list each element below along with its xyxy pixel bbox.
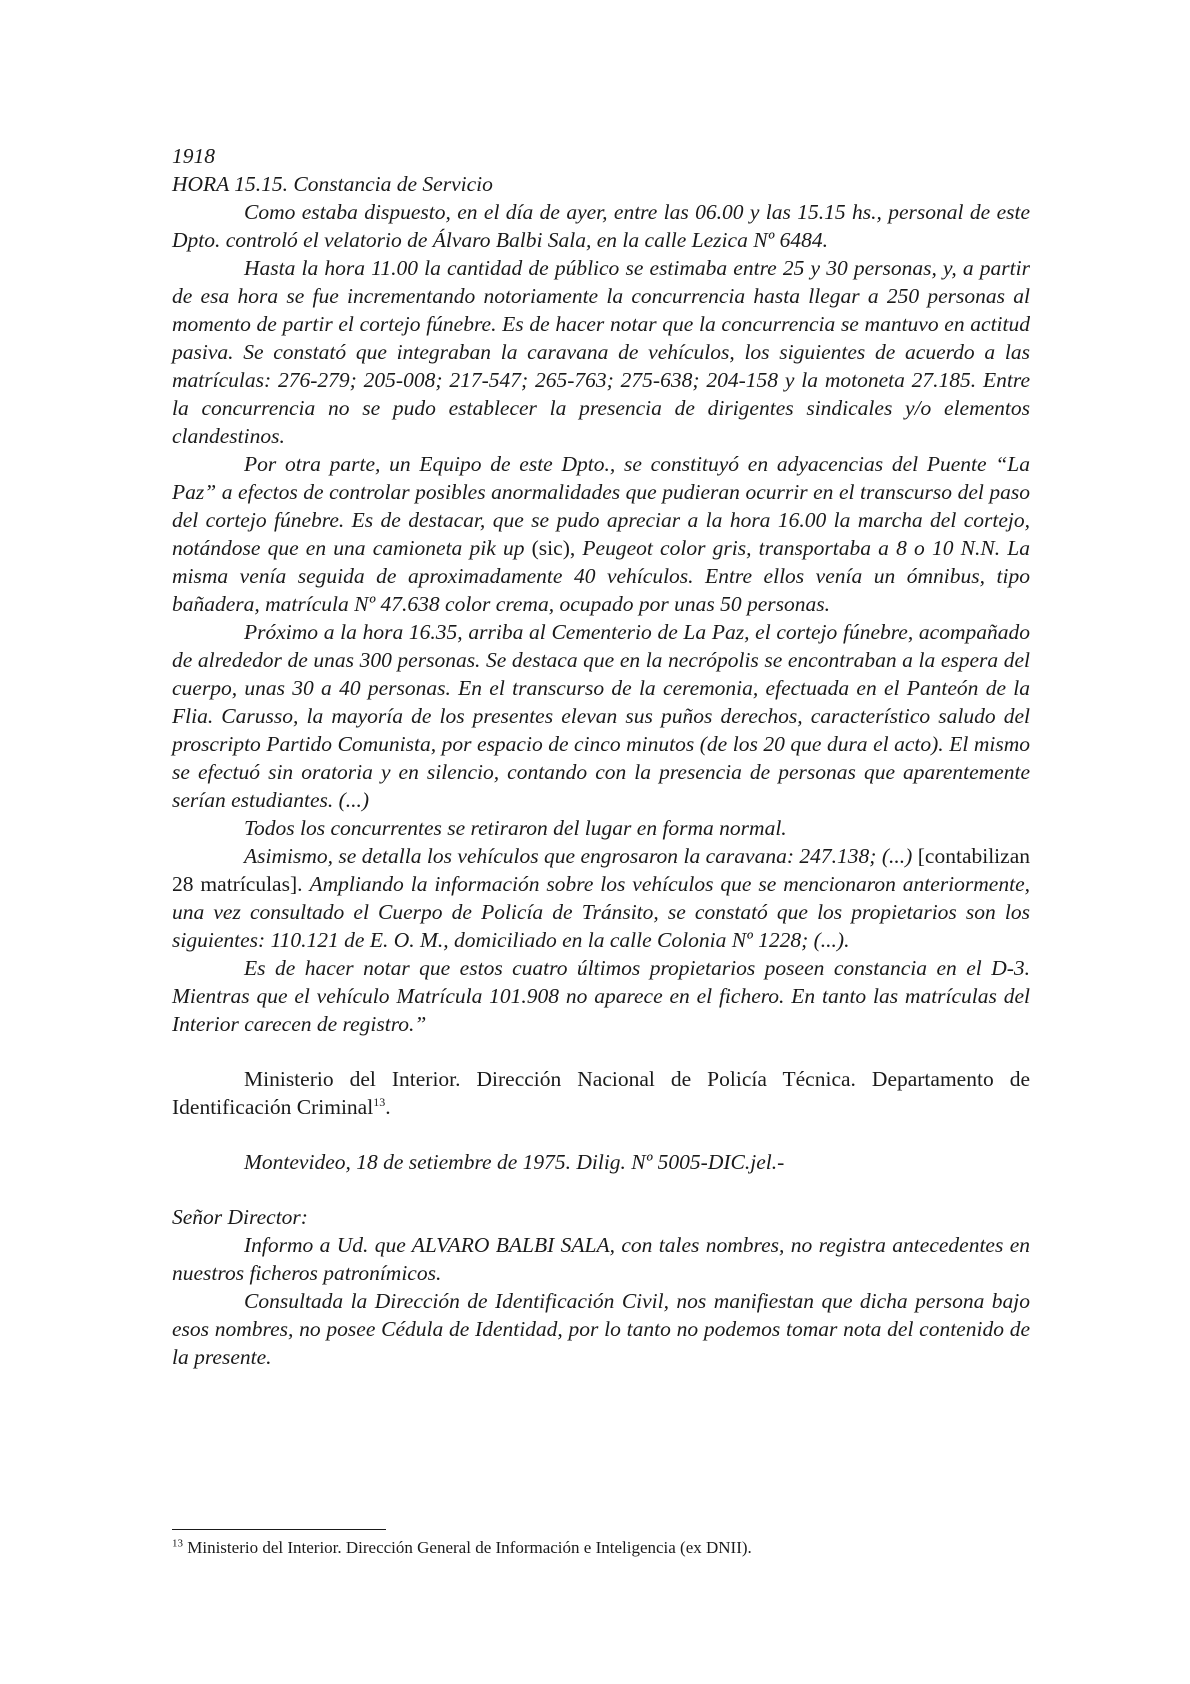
dateline: Montevideo, 18 de setiembre de 1975. Dilig. Nº 5005-DIC.jel.- — [244, 1150, 785, 1174]
spacer — [172, 1038, 1030, 1065]
paragraph-2: Hasta la hora 11.00 la cantidad de público se estimaba entre 25 y 30 personas, y, a partir de esa hora se fue incrementando notoriamente la concurrencia hasta llegar a 250 personas al momento de partir el cortejo fúnebre. Es de hacer notar que la concurrencia se mantuvo en actitud pasiva. Se constató que integraban la caravana de vehículos, los siguientes de acuerdo a las matrículas: 276-279; 205-008; 217-547; 265-763; 275-638; 204-158 y la motoneta 27.185. Entre la concurrencia no se pudo establecer la presencia de dirigentes sindicales y/o elementos clandestinos. — [172, 256, 1030, 448]
section-heading-text: Ministerio del Interior. Dirección Nacional de Policía Técnica. Departamento de Identificación Criminal — [172, 1067, 1030, 1119]
paragraph-3 — [172, 450, 1030, 618]
paragraph-3-part-b: Peugeot color gris, transportaba a 8 o 10 N.N. La misma venía seguida de aproximadamente 40 vehículos. Entre ellos venía un ómnibus, tipo bañadera, matrícula Nº 47.638 color crema, ocupado por unas 50 personas. — [172, 536, 1031, 616]
editorial-bracket-note: [contabilizan 28 matrículas]. — [172, 844, 1030, 896]
footnote — [172, 1537, 1030, 1559]
paragraph-4: Próximo a la hora 16.35, arriba al Cementerio de La Paz, el cortejo fúnebre, acompañado de alrededor de unas 300 personas. Se destaca que en la necrópolis se encontraban a la espera del cuerpo, unas 30 a 40 personas. En el transcurso de la ceremonia, efectuada en el Panteón de la Flia. Carusso, la mayoría de los presentes elevan sus puños derechos, característico saludo del proscripto Partido Comunista, por espacio de cinco minutos (de los 20 que dura el acto). El mismo se efectuó sin oratoria y en silencio, contando con la presencia de personas que aparentemente serían estudiantes. (...) — [172, 620, 1030, 812]
footnote-reference: 13 — [373, 1094, 386, 1109]
salutation: Señor Director: — [172, 1205, 308, 1229]
spacer — [172, 1176, 1030, 1203]
paragraph-6-part-b: Ampliando la información sobre los vehículos que se mencionaron anteriormente, una vez consultado el Cuerpo de Policía de Tránsito, se constató que los propietarios son los siguientes: 110.121 de E. O. M., domiciliado en la calle Colonia Nº 1228; (...). — [172, 872, 1030, 952]
paragraph-6 — [172, 842, 1030, 954]
document-page — [172, 142, 1030, 1371]
paragraph-6-part-a: Asimismo, se detalla los vehículos que engrosaron la caravana: 247.138; (...) — [244, 844, 918, 868]
footnote-divider — [172, 1529, 386, 1530]
entry-subtitle: HORA 15.15. Constancia de Servicio — [172, 172, 493, 196]
sic-annotation: (sic), — [524, 536, 583, 560]
spacer — [172, 1121, 1030, 1148]
report-paragraph-2: Consultada la Dirección de Identificación Civil, nos manifiestan que dicha persona bajo esos nombres, no posee Cédula de Identidad, por lo tanto no podemos tomar nota del contenido de la presente. — [172, 1289, 1030, 1369]
footnote-text: Ministerio del Interior. Dirección General de Información e Inteligencia (ex DNII). — [183, 1538, 752, 1557]
section-heading — [172, 1065, 1030, 1121]
year-heading: 1918 — [172, 144, 215, 168]
paragraph-7: Es de hacer notar que estos cuatro últimos propietarios poseen constancia en el D-3. Mientras que el vehículo Matrícula 101.908 no aparece en el fichero. En tanto las matrículas del Interior carecen de registro.” — [172, 956, 1030, 1036]
paragraph-1: Como estaba dispuesto, en el día de ayer, entre las 06.00 y las 15.15 hs., personal de este Dpto. controló el velatorio de Álvaro Balbi Sala, en la calle Lezica Nº 6484. — [172, 200, 1030, 252]
section-heading-period: . — [385, 1095, 391, 1119]
paragraph-5: Todos los concurrentes se retiraron del lugar en forma normal. — [244, 816, 787, 840]
report-paragraph-1: Informo a Ud. que ALVARO BALBI SALA, con tales nombres, no registra antecedentes en nuestros ficheros patronímicos. — [172, 1233, 1030, 1285]
footnote-number: 13 — [172, 1537, 183, 1550]
paragraph-3-part-a: Por otra parte, un Equipo de este Dpto., se constituyó en adyacencias del Puente “La Paz” a efectos de controlar posibles anormalidades que pudieran ocurrir en el transcurso del paso del cortejo fúnebre. Es de destacar, que se pudo apreciar a la hora 16.00 la marcha del cortejo, notándose que en una camioneta pik up — [172, 452, 1030, 560]
